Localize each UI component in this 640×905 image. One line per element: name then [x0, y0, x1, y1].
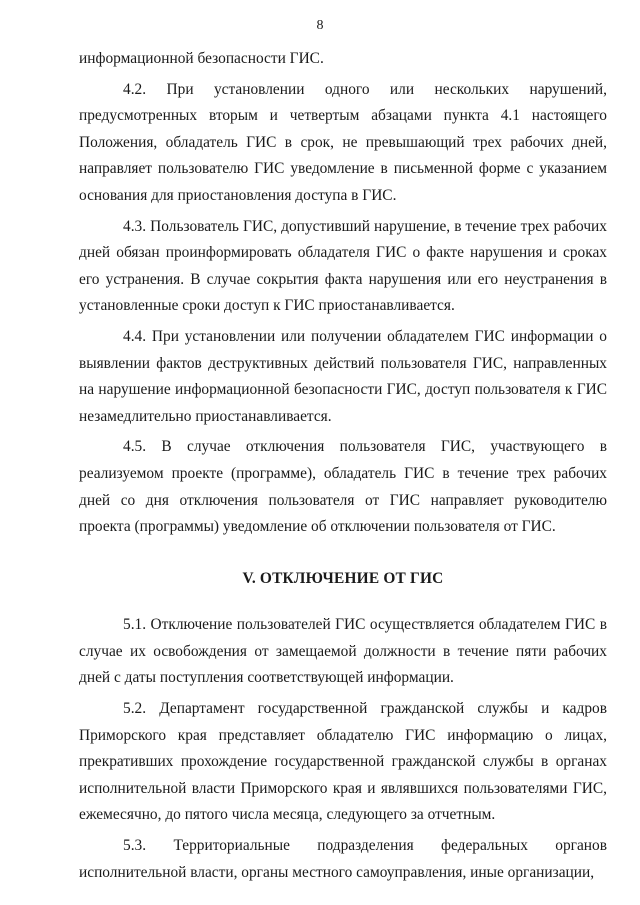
document-body [79, 46, 607, 890]
paragraph-4-4: 4.4. При установлении или получении обладателем ГИС информации о выявлении фактов деструктивных действий пользователя ГИС, направленных на нарушение информационной безопасности ГИС, доступ пользователя к ГИС незамедлительно приостанавливается. [79, 327, 607, 425]
paragraph-4-3: 4.3. Пользователь ГИС, допустивший нарушение, в течение трех рабочих дней обязан проинформировать обладателя ГИС о факте нарушения и сроках его устранения. В случае сокрытия факта нарушения или его неустранения в установленные сроки доступ к ГИС приостанавливается. [79, 217, 607, 315]
paragraph-5-1: 5.1. Отключение пользователей ГИС осуществляется обладателем ГИС в случае их освобождения от замещаемой должности в течение пяти рабочих дней с даты поступления соответствующей информации. [79, 616, 607, 687]
section-heading: V. ОТКЛЮЧЕНИЕ ОТ ГИС [242, 569, 444, 587]
paragraph-5-3: 5.3. Территориальные подразделения федеральных органов исполнительной власти, органы местного самоуправления, иные организации, [79, 837, 607, 881]
paragraph-5-2: 5.2. Департамент государственной гражданской службы и кадров Приморского края представляет обладателю ГИС информацию о лицах, прекративших прохождение государственной гражданской службы в органах исполнительной власти Приморского края и являвшихся пользователями ГИС, ежемесячно, до пятого числа месяца, следующего за отчетным. [79, 700, 607, 824]
paragraph-continuation: информационной безопасности ГИС. [79, 50, 324, 67]
paragraph-4-5: 4.5. В случае отключения пользователя ГИС, участвующего в реализуемом проекте (программе), обладатель ГИС в течение трех рабочих дней со дня отключения пользователя от ГИС направляет руководителю проекта (программы) уведомление об отключении пользователя от ГИС. [79, 438, 607, 536]
paragraph-4-2: 4.2. При установлении одного или нескольких нарушений, предусмотренных вторым и четвертым абзацами пункта 4.1 настоящего Положения, обладатель ГИС в срок, не превышающий трех рабочих дней, направляет пользователю ГИС уведомление в письменной форме с указанием основания для приостановления доступа в ГИС. [79, 80, 607, 204]
page-number: 8 [316, 18, 324, 33]
